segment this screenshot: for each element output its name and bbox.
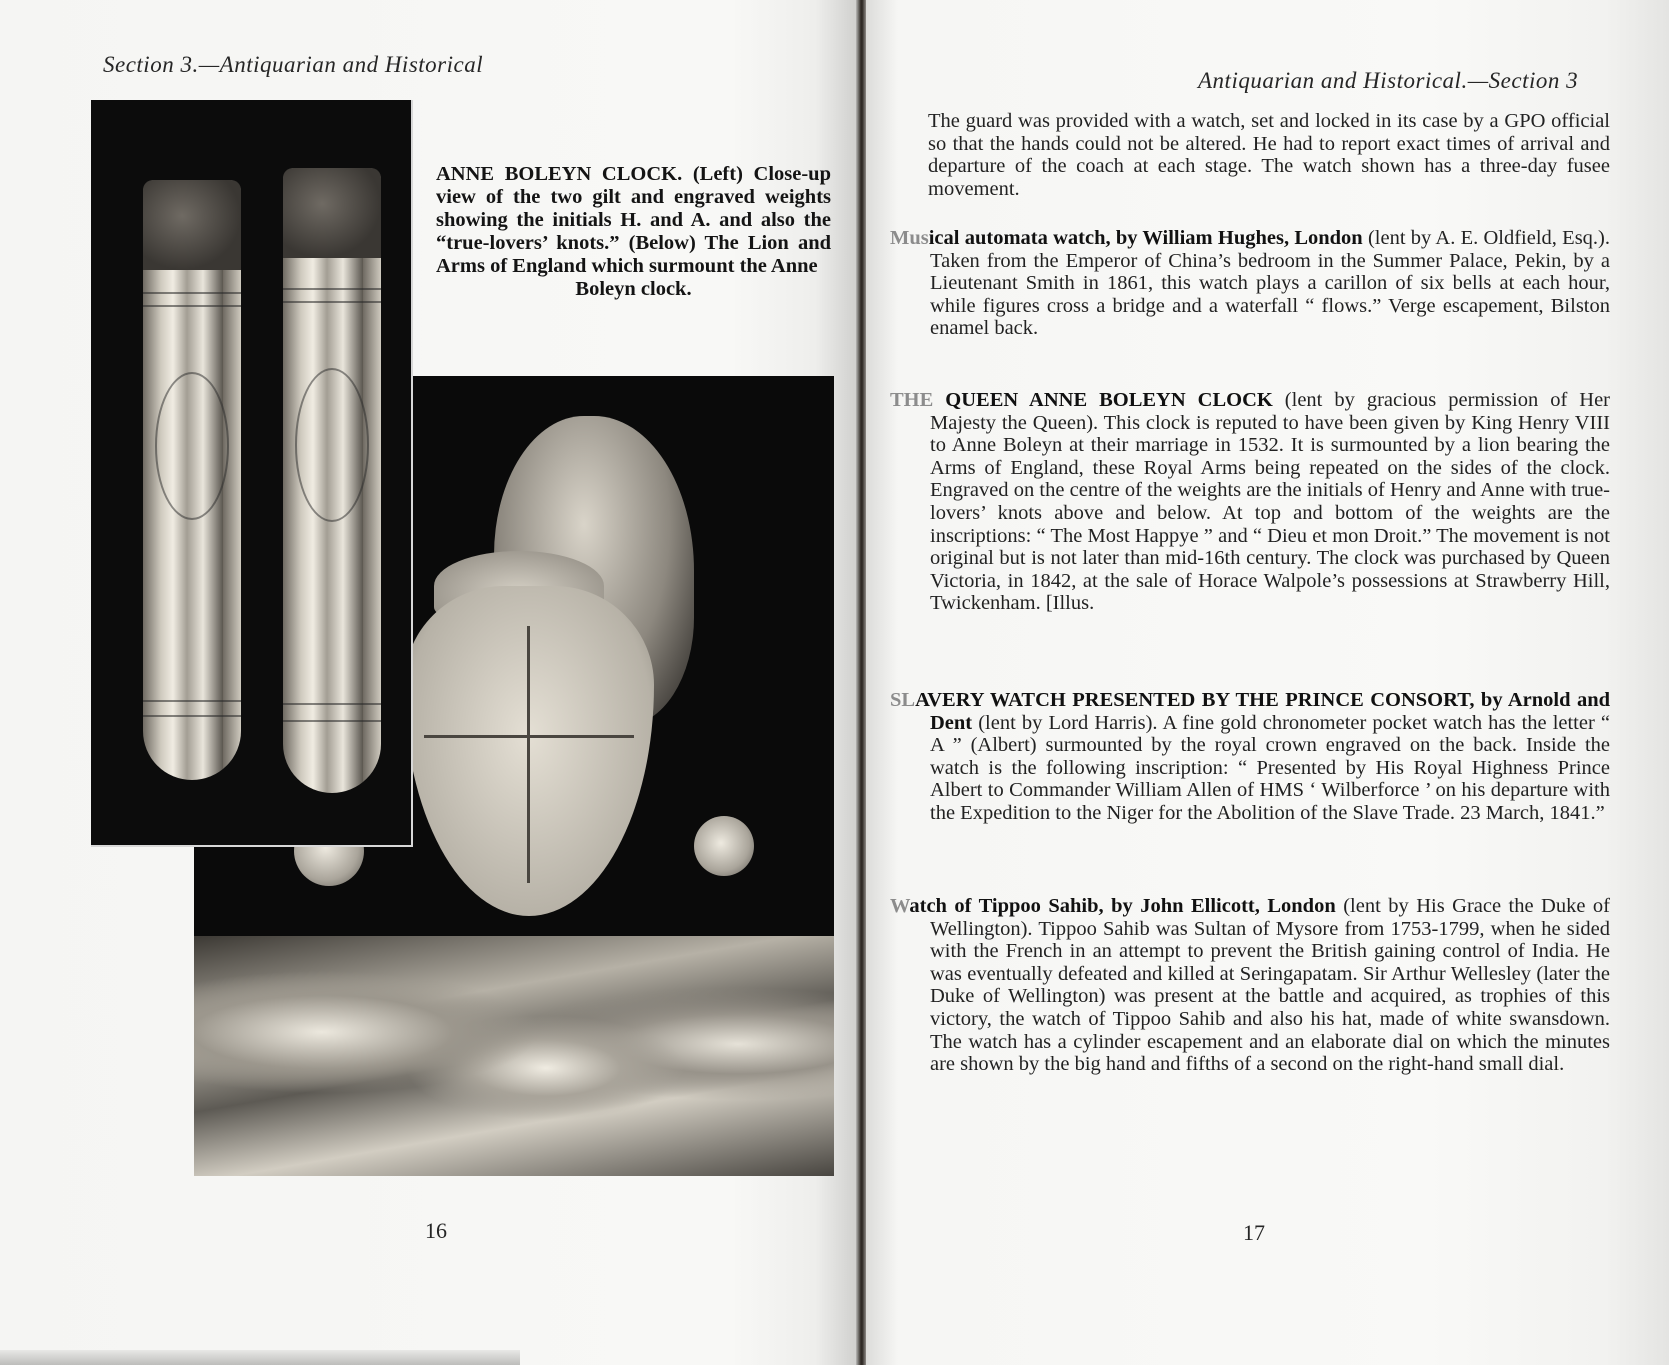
catalogue-entry bbox=[890, 895, 1610, 1076]
entry-text: (lent by A. E. Oldfield, Esq.). Taken from the Emperor of China’s bedroom in the Summer Palace, Pekin, by a Lieutenant Smith in 1861, this watch plays a carillon of six bells at each hour, while figures cross a bridge and a waterfall “ flows.” Verge escapement, Bilston enamel back. bbox=[930, 227, 1610, 340]
figure-caption bbox=[436, 163, 831, 301]
clock-base-ornament bbox=[194, 936, 834, 1176]
right-page bbox=[866, 0, 1669, 1365]
catalogue-entry bbox=[890, 389, 1610, 615]
caption-title: ANNE BOLEYN CLOCK. bbox=[436, 163, 683, 185]
scroll-ornament-right bbox=[694, 816, 754, 876]
entry-text: (lent by Lord Harris). A fine gold chronometer pocket watch has the letter “ A ” (Albert) surmounted by the royal crown engraved on the back. Inside the watch is the following inscription: “ Presented by His Royal Highness Prince Albert to Commander William Allen of HMS ‘ Wilberforce ’ on his departure with the Expedition to the Niger for the Abolition of the Slave Trade. 23 March, 1841.” bbox=[930, 711, 1610, 824]
entry-title: Watch of Tippoo Sahib, by John Ellicott, London bbox=[890, 895, 1336, 917]
weight-left bbox=[143, 180, 241, 780]
entry-title: SLAVERY WATCH PRESENTED BY THE PRINCE CONSORT, by Arnold and Dent bbox=[890, 689, 1610, 734]
book-gutter bbox=[856, 0, 866, 1365]
royal-arms-shield bbox=[404, 586, 654, 916]
catalogue-entry bbox=[890, 227, 1610, 340]
caption-text: (Left) Close-up view of the two gilt and engraved weights showing the initials H. and A. and also the “true-lovers’ knots.” (Below) The Lion and Arms of England which surmount the Anne bbox=[436, 163, 831, 277]
page-number-right: 17 bbox=[1243, 1220, 1265, 1245]
intro-paragraph: The guard was provided with a watch, set and locked in its case by a GPO official so that the hands could not be altered. He had to report exact times of arrival and departure of the coach at each stage. The watch shown has a three-day fusee movement. bbox=[928, 110, 1610, 200]
entry-text: (lent by gracious permission of Her Majesty the Queen). This clock is reputed to have been given by King Henry VIII to Anne Boleyn at their marriage in 1532. It is surmounted by a lion bearing the Arms of England, these Royal Arms being repeated on the sides of the clock. Engraved on the centre of the weights are the initials of Henry and Anne with true-lovers’ knots above and below. At top and bottom of the weights are the inscriptions: “ The Most Happye ” and “ Dieu et mon Droit.” The movement is not original but is not later than mid-16th century. The clock was purchased by Queen Victoria, in 1842, at the sale of Horace Walpole’s possessions at Strawberry Hill, Twickenham. [Illus. bbox=[930, 389, 1610, 615]
entry-text: (lent by His Grace the Duke of Wellington). Tippoo Sahib was Sultan of Mysore from 1753-1799, when he sided with the French in an attempt to prevent the British gaining control of India. He was eventually defeated and killed at Seringapatam. Sir Arthur Wellesley (later the Duke of Wellington) was present at the battle and acquired, as trophies of this victory, the watch of Tippoo Sahib and also his hat, made of white swansdown. The watch has a cylinder escapement and an elaborate dial on which the minutes are shown by the big hand and fifths of a second on the right-hand small dial. bbox=[930, 895, 1611, 1076]
weight-right bbox=[283, 168, 381, 793]
page-number-left: 16 bbox=[425, 1218, 447, 1243]
running-head-left: Section 3.—Antiquarian and Historical bbox=[103, 52, 484, 77]
entry-title: Musical automata watch, by William Hughes, London bbox=[890, 227, 1363, 249]
entry-title: THE QUEEN ANNE BOLEYN CLOCK bbox=[890, 389, 1273, 411]
gilt-engraved-weights-photo bbox=[91, 100, 413, 847]
page-edge-shadow bbox=[0, 1350, 520, 1365]
caption-last-line: Boleyn clock. bbox=[575, 278, 692, 300]
running-head-right: Antiquarian and Historical.—Section 3 bbox=[1198, 68, 1579, 93]
catalogue-entry bbox=[890, 689, 1610, 825]
